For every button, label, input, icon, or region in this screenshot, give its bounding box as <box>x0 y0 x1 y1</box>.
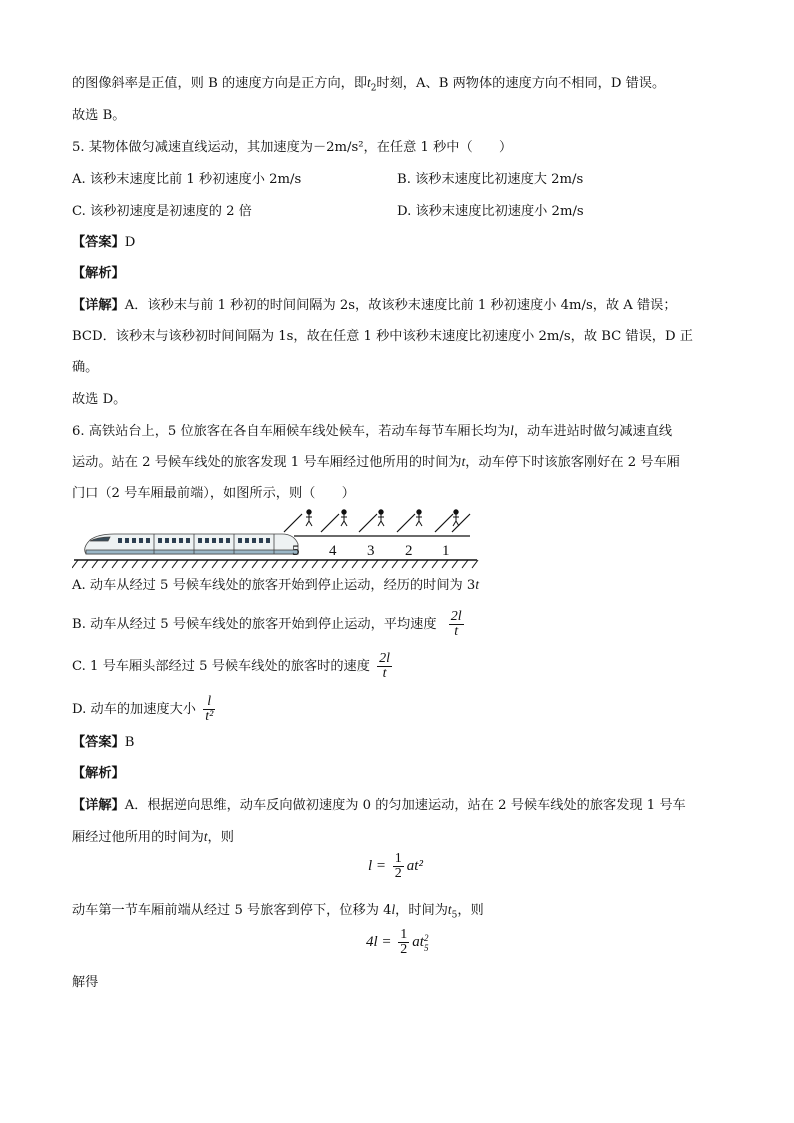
question-6-stem: 6. 高铁站台上，5 位旅客在各自车厢候车线处候车，若动车每节车厢长均为l，动车进站时做匀减速直线 <box>72 423 673 439</box>
text-line: 动车第一节车厢前端从经过 5 号旅客到停下，位移为 4l，时间为$t_5$，则 <box>72 902 484 921</box>
line-label-2: 2 <box>405 543 413 559</box>
equation-2: 4l = $\frac{1}{2}$ at 2 5 <box>366 927 429 957</box>
q6-analysis-tag: 【解析】 <box>72 766 125 781</box>
q5-analysis-tag: 【解析】 <box>72 266 125 281</box>
train <box>85 534 298 554</box>
line-label-1: 1 <box>442 543 450 559</box>
text-line: 的图像斜率是正值，则 B 的速度方向是正方向，即$t_2$时刻，A、B 两物体的速度方向不相同，D 错误。 <box>72 75 666 94</box>
line-label-3: 3 <box>367 543 375 559</box>
q6-option-c: C. 1 号车厢头部经过 5 号候车线处的旅客时的速度 $\frac{2l}{t}$ <box>72 651 391 681</box>
text-line: 门口（2 号车厢最前端），如图所示，则（ ） <box>72 486 355 501</box>
text-line: 故选 D。 <box>72 392 127 407</box>
q5-detail: 【详解】A．该秒末与前 1 秒初的时间间隔为 2s，故该秒末速度比前 1 秒初速度小 4m/s，故 A 错误； <box>72 298 677 313</box>
question-5-stem: 5. 某物体做匀减速直线运动，其加速度为－2m/s²，在任意 1 秒中（ ） <box>72 140 513 155</box>
q6-option-d: D. 动车的加速度大小 $\frac{l}{\text{t²}}$ <box>72 694 214 724</box>
line-label-4: 4 <box>329 543 337 559</box>
q6-option-a: A. 动车从经过 5 号候车线处的旅客开始到停止运动，经历的时间为 3t <box>72 577 479 593</box>
line-label-5: 5 <box>292 543 300 559</box>
text-line: 故选 B。 <box>72 108 126 123</box>
text-line: 解得 <box>72 975 99 990</box>
q5-option-d: D. 该秒末速度比初速度小 2m/s <box>397 204 584 219</box>
q6-answer: 【答案】B <box>72 735 135 750</box>
q6-option-b: B. 动车从经过 5 号候车线处的旅客开始到停止运动，平均速度 $\frac{2l}{t}$ <box>72 609 462 639</box>
train-platform-figure <box>72 508 482 576</box>
q5-option-c: C. 该秒初速度是初速度的 2 倍 <box>72 204 252 219</box>
q5-option-b: B. 该秒末速度比初速度大 2m/s <box>397 172 584 187</box>
text-line: 运动。站在 2 号候车线处的旅客发现 1 号车厢经过他所用的时间为t，动车停下时该旅客刚好在 2 号车厢 <box>72 454 680 470</box>
text-line: 厢经过他所用的时间为t，则 <box>72 829 234 845</box>
text-line: 确。 <box>72 360 99 375</box>
q5-option-a: A. 该秒末速度比前 1 秒初速度小 2m/s <box>72 172 302 187</box>
text-line: BCD．该秒末与该秒初时间间隔为 1s，故在任意 1 秒中该秒末速度比初速度小 2m/s，故 BC 错误，D 正 <box>72 329 693 344</box>
q6-detail: 【详解】A．根据逆向思维，动车反向做初速度为 0 的匀加速运动，站在 2 号候车线处的旅客发现 1 号车 <box>72 798 686 813</box>
q5-answer: 【答案】D <box>72 235 136 250</box>
equation-1: l = $\frac{1}{2}$ at² <box>368 851 423 881</box>
